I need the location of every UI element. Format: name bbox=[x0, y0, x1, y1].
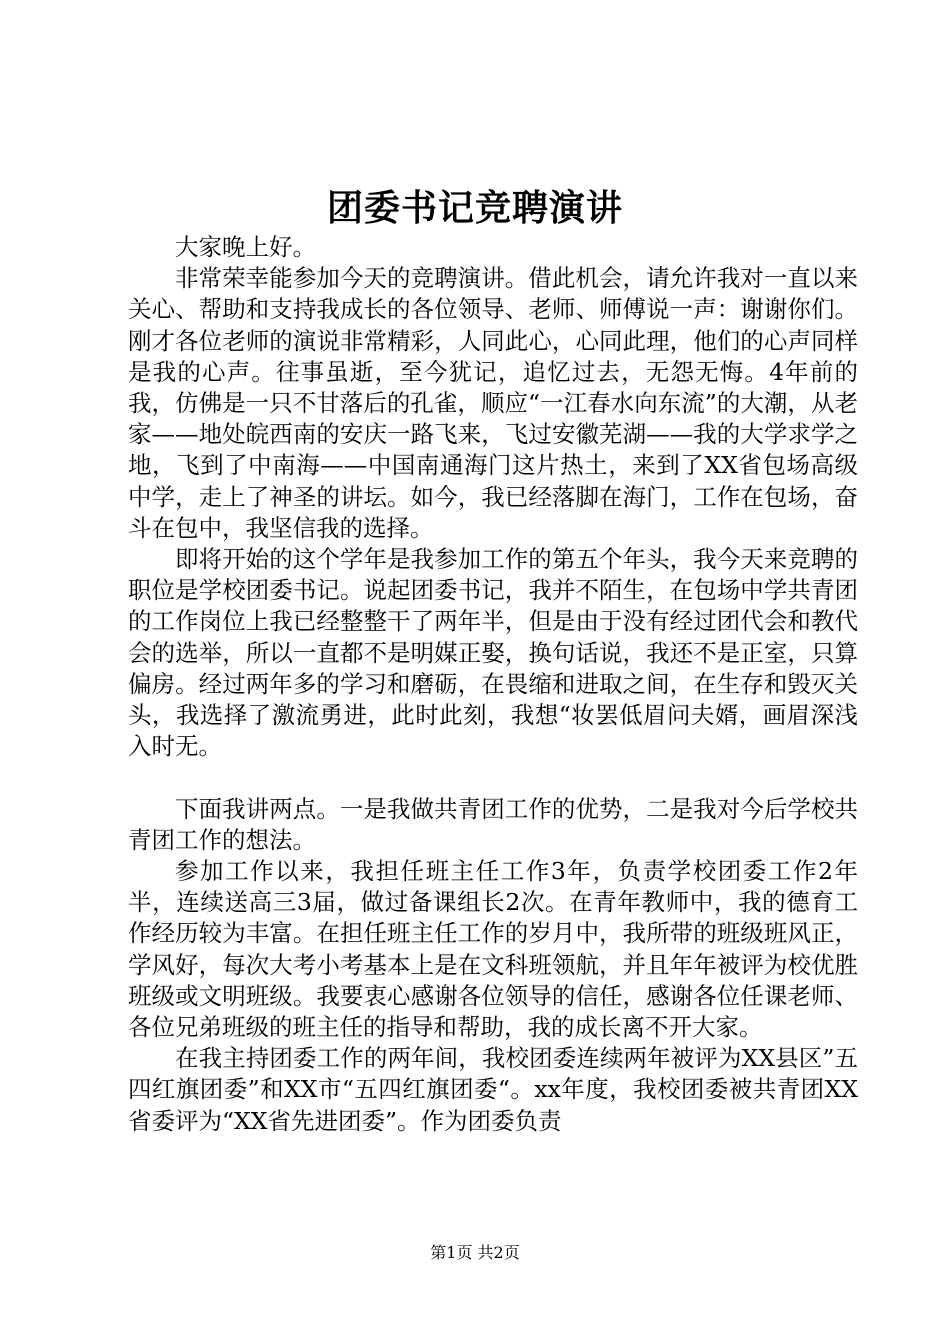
paragraph-outline: 下面我讲两点。一是我做共青团工作的优势，二是我对今后学校共青团工作的想法。 bbox=[128, 794, 858, 854]
paragraph-blank bbox=[128, 762, 858, 793]
page-footer: 第1页 共2页 bbox=[430, 1243, 520, 1262]
paragraph-experience: 参加工作以来，我担任班主任工作3年，负责学校团委工作2年半，连续送高三3届，做过备课组长2次。在青年教师中，我的德育工作经历较为丰富。在担任班主任工作的岁月中，我所带的班级班风正，学风好，每次大考小考基本上是在文科班领航，并且年年被评为校优胜班级或文明班级。我要衷心感谢各位领导的信任，感谢各位任课老师、各位兄弟班级的班主任的指导和帮助，我的成长离不开大家。 bbox=[128, 857, 858, 1042]
paragraph-greeting: 大家晚上好。 bbox=[175, 233, 316, 261]
paragraph-achievements: 在我主持团委工作的两年间，我校团委连续两年被评为XX县区”五四红旗团委”和XX市“五四红旗团委“。xx年度，我校团委被共青团XX省委评为“XX省先进团委”。作为团委负责 bbox=[128, 1044, 858, 1135]
paragraph-intro: 非常荣幸能参加今天的竞聘演讲。借此机会，请允许我对一直以来关心、帮助和支持我成长的各位领导、老师、师傅说一声：谢谢你们。刚才各位老师的演说非常精彩，人同此心，心同此理，他们的心声同样是我的心声。往事虽逝，至今犹记，追忆过去，无怨无悔。4年前的我，仿佛是一只不甘落后的孔雀，顺应“一江春水向东流”的大潮，从老家——地处皖西南的安庆一路飞来，飞过安徽芜湖——我的大学求学之地，飞到了中南海——中国南通海门这片热土，来到了XX省包场高级中学，走上了神圣的讲坛。如今，我已经落脚在海门，工作在包场，奋斗在包中，我坚信我的选择。 bbox=[128, 264, 858, 542]
document-title: 团委书记竞聘演讲 bbox=[326, 187, 623, 229]
document-body bbox=[128, 232, 858, 1137]
paragraph-position: 即将开始的这个学年是我参加工作的第五个年头，我今天来竞聘的职位是学校团委书记。说起团委书记，我并不陌生，在包场中学共青团的工作岗位上我已经整整干了两年半，但是由于没有经过团代会和教代会的选举，所以一直都不是明媒正娶，换句话说，我还不是正室，只算偏房。经过两年多的学习和磨砺，在畏缩和进取之间，在生存和毁灭关头，我选择了激流勇进，此时此刻，我想“妆罢低眉问夫婿，画眉深浅入时无。 bbox=[128, 545, 858, 761]
